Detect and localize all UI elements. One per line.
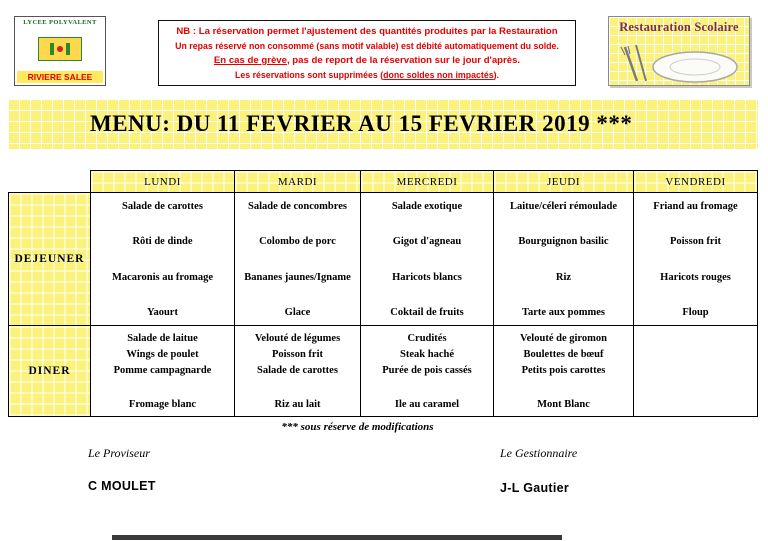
cutlery-icon (621, 45, 646, 81)
menu-item: Velouté de giromon (520, 333, 607, 344)
restauration-scolaire-badge (608, 16, 750, 86)
menu-item: Coktail de fruits (390, 306, 464, 318)
meal-section-label-dejeuner: DEJEUNER (9, 193, 91, 326)
menu-item: Haricots blancs (392, 271, 462, 283)
menu-item: Salade de laitue (127, 333, 198, 344)
menu-item: Crudités (407, 333, 447, 344)
gestionnaire-name: J-L Gautier (500, 481, 570, 495)
menu-item: Salade de carottes (257, 365, 338, 376)
notice-line-2: Un repas réservé non consommé (sans motif valable) est débité automatiquement du solde. (175, 41, 559, 51)
notice-line-4-prefix: Les réservations sont supprimées ( (235, 70, 384, 80)
menu-item: Boulettes de bœuf (523, 349, 604, 360)
menu-item: Haricots rouges (660, 271, 731, 283)
day-header-vendredi: VENDREDI (634, 171, 758, 193)
menu-item: Velouté de légumes (254, 333, 341, 344)
notice-line-3 (163, 55, 571, 66)
day-header-mercredi: MERCREDI (361, 171, 494, 193)
modifications-note: *** sous réserve de modifications (281, 421, 434, 433)
menu-cell (91, 326, 235, 417)
menu-item: Poisson frit (271, 349, 324, 360)
menu-cell (91, 193, 235, 326)
menu-table (8, 170, 758, 417)
emblem-bar (66, 43, 70, 55)
menu-item: Salade de carottes (122, 201, 203, 212)
menu-item: Riz (555, 271, 572, 283)
day-header-mardi: MARDI (235, 171, 361, 193)
menu-item: Bourguignon basilic (518, 236, 609, 248)
school-type-label: LYCEE POLYVALENT (23, 19, 97, 26)
diner-row (9, 326, 758, 417)
menu-item: Tarte aux pommes (521, 306, 606, 318)
menu-cell (361, 193, 494, 326)
menu-item: Fromage blanc (128, 399, 197, 410)
notice-line-4-underlined: donc soldes non impactés (383, 70, 494, 80)
menu-item: Riz au lait (274, 399, 321, 410)
menu-item: Poisson frit (669, 236, 722, 248)
notice-line-4 (163, 70, 571, 80)
menu-cell-empty (634, 326, 758, 417)
menu-item: Gigot d'agneau (392, 236, 462, 248)
proviseur-role-label: Le Proviseur (88, 446, 150, 460)
menu-cell (634, 193, 758, 326)
menu-item: Petits pois carottes (521, 365, 606, 376)
day-header-row (9, 171, 758, 193)
plate-and-cutlery-icon (611, 41, 747, 85)
menu-cell (235, 326, 361, 417)
menu-item: Friand au fromage (653, 201, 738, 212)
notice-line-4-suffix: ). (493, 70, 499, 80)
school-logo (14, 16, 106, 86)
restauration-title: Restauration Scolaire (619, 20, 739, 34)
menu-item: Salade de concombres (248, 201, 347, 212)
menu-cell (494, 326, 634, 417)
menu-item: Wings de poulet (126, 349, 199, 360)
plate-icon (653, 52, 737, 82)
menu-item: Floup (682, 306, 709, 318)
emblem-bar (50, 43, 54, 55)
menu-item: Macaronis au fromage (111, 271, 214, 283)
table-corner-cell (9, 171, 91, 193)
menu-item: Ile au caramel (394, 399, 460, 410)
menu-item: Mont Blanc (537, 399, 590, 410)
school-name-label: RIVIERE SALEE (17, 71, 103, 83)
day-header-jeudi: JEUDI (494, 171, 634, 193)
gestionnaire-role-label: Le Gestionnaire (500, 446, 578, 460)
page-title: MENU: DU 11 FEVRIER AU 15 FEVRIER 2019 *** (90, 111, 633, 136)
menu-item: Pomme campagnarde (113, 365, 212, 376)
menu-item: Rôti de dinde (132, 236, 193, 248)
menu-cell (494, 193, 634, 326)
emblem-dot (57, 46, 63, 52)
bottom-window-edge (112, 535, 562, 540)
menu-item: Purée de pois cassés (382, 365, 472, 376)
menu-cell (361, 326, 494, 417)
menu-item: Laitue/céleri rémoulade (509, 201, 617, 212)
dejeuner-row (9, 193, 758, 326)
school-emblem-icon (38, 37, 82, 61)
menu-item: Salade exotique (391, 201, 463, 212)
menu-title-banner (8, 99, 758, 149)
menu-item: Steak haché (400, 349, 454, 360)
menu-item: Bananes jaunes/Igname (244, 271, 351, 283)
menu-item: Glace (284, 306, 311, 318)
menu-item: Colombo de porc (259, 236, 336, 248)
proviseur-name: C MOULET (88, 479, 156, 493)
menu-cell (235, 193, 361, 326)
day-header-lundi: LUNDI (91, 171, 235, 193)
menu-item: Yaourt (147, 306, 178, 318)
notice-line-1: NB : La réservation permet l'ajustement des quantités produites par la Restauration (176, 26, 558, 37)
notice-line-3-rest: , pas de report de la réservation sur le jour d'après. (286, 55, 521, 66)
notice-line-3-underlined: En cas de grève (213, 55, 287, 66)
reservation-notice (158, 20, 576, 86)
meal-section-label-diner: DINER (9, 326, 91, 417)
